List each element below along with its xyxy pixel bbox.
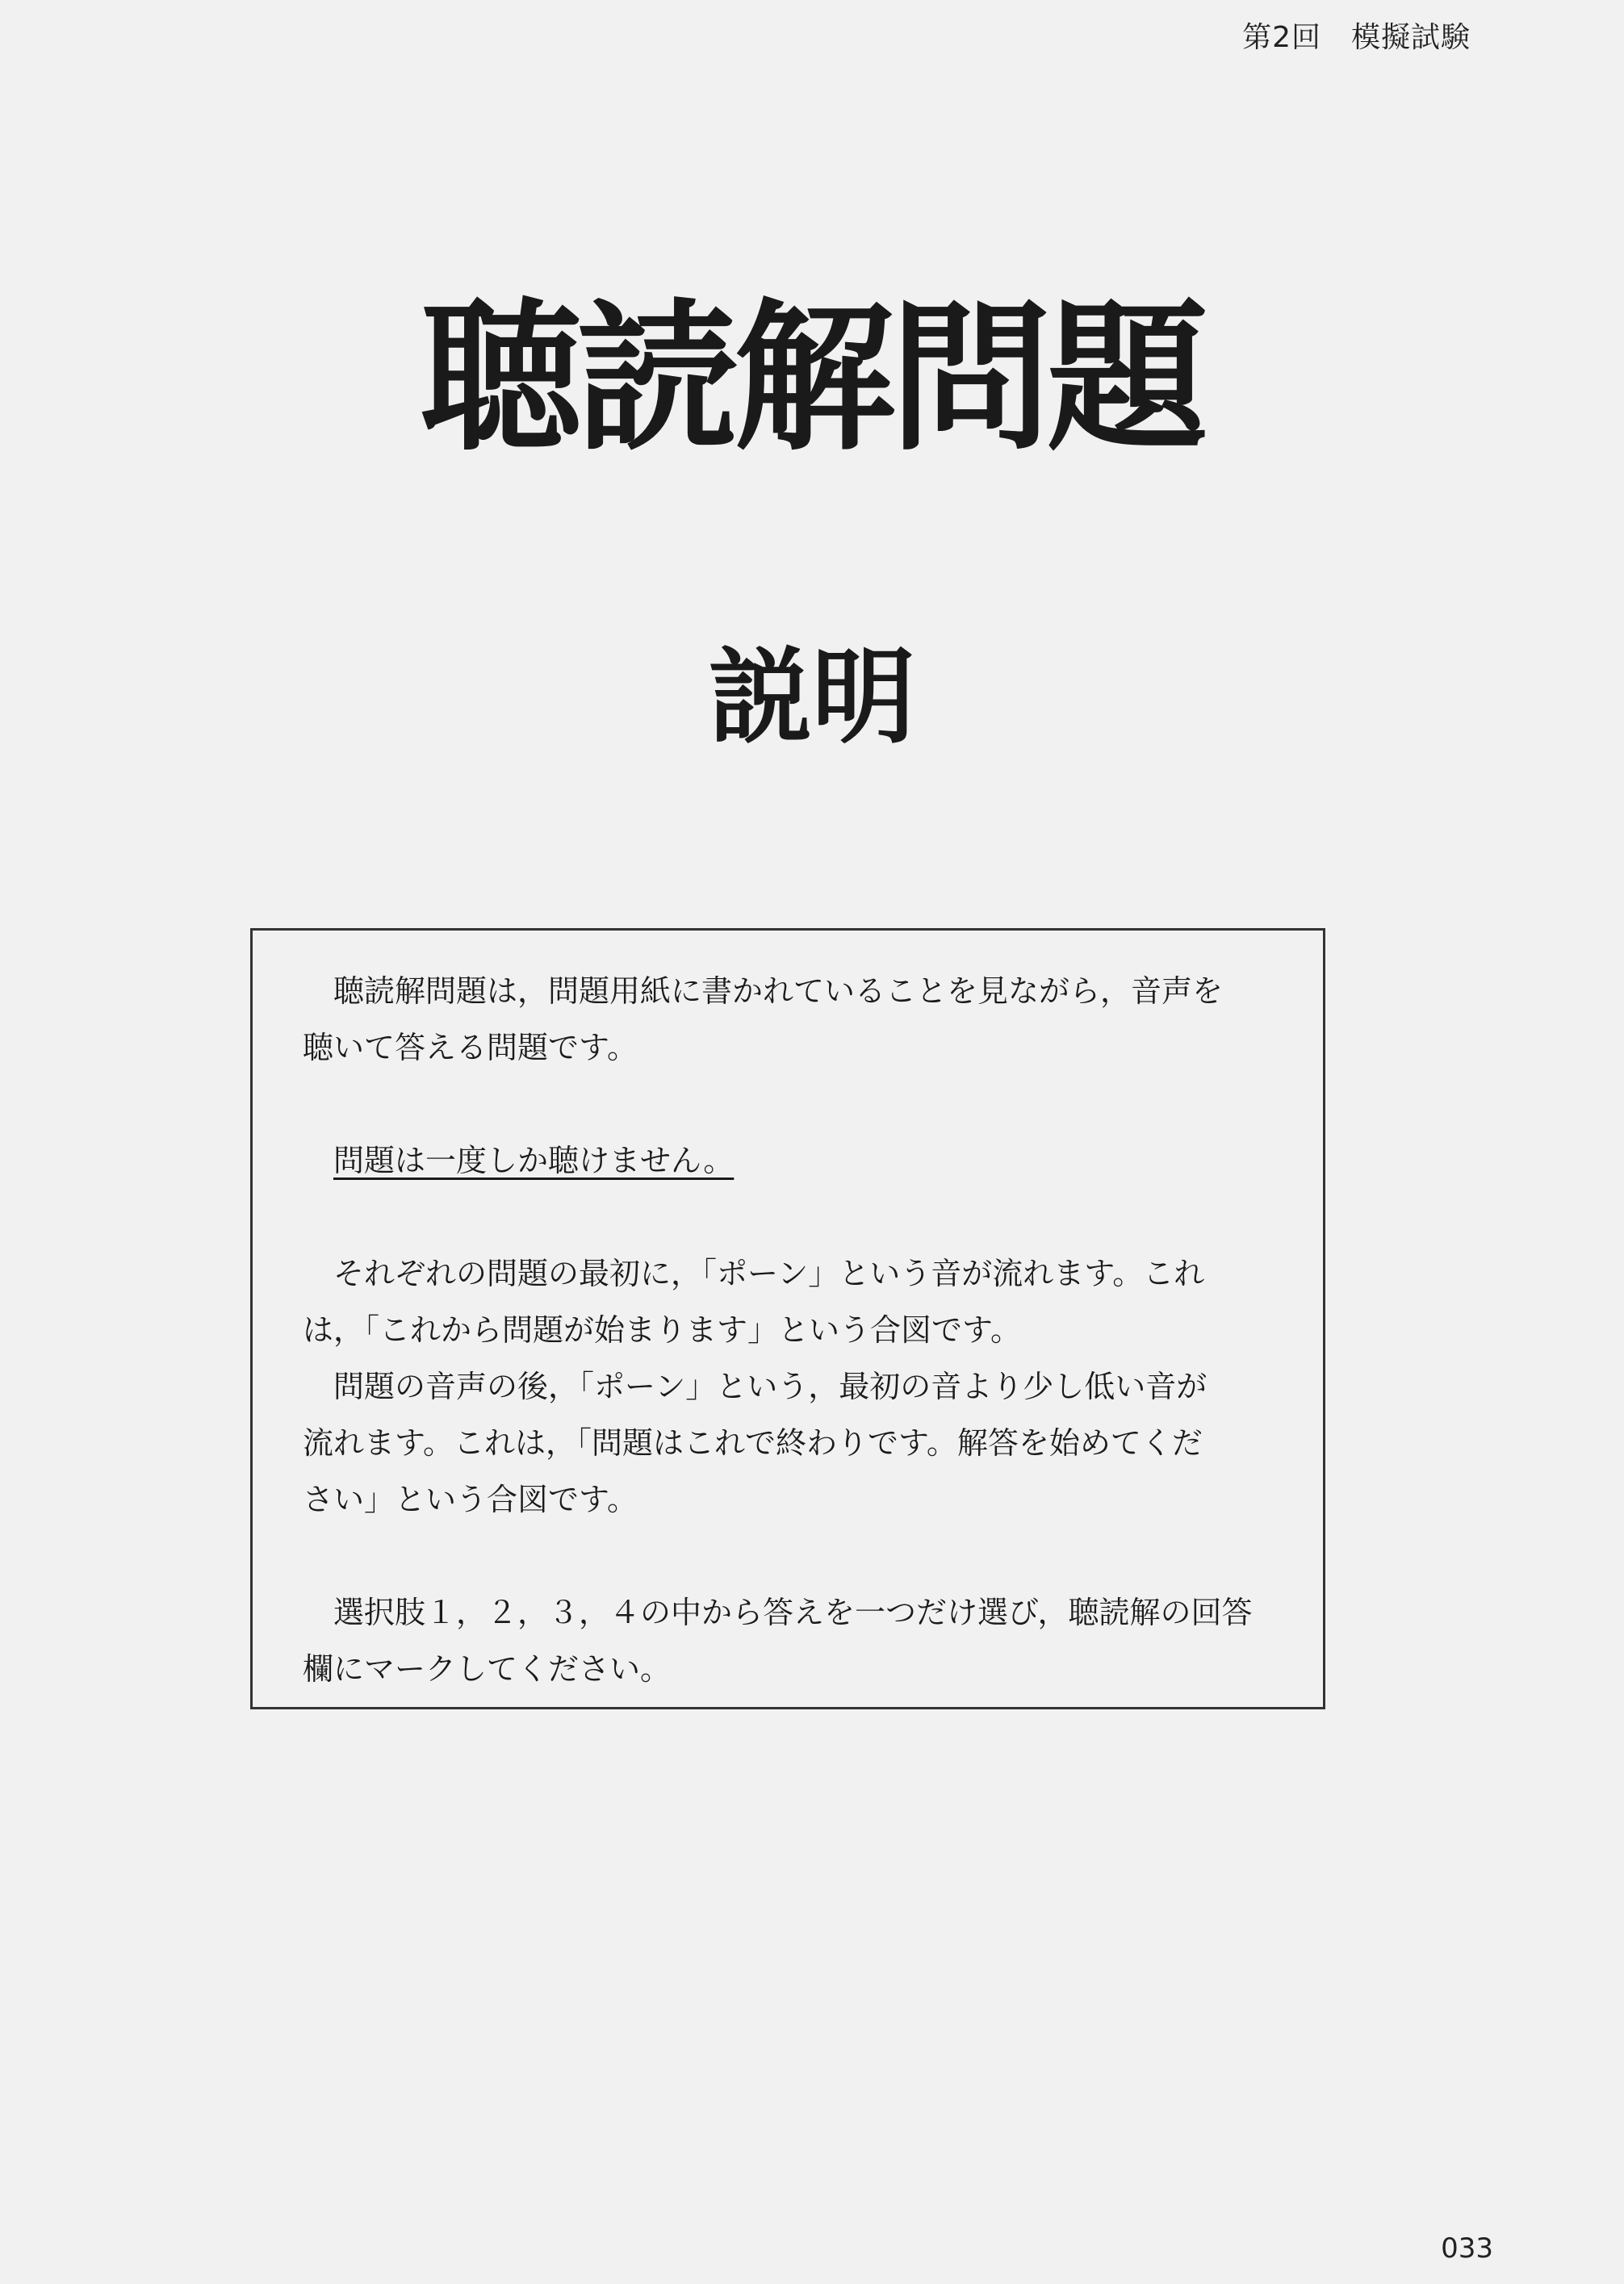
paragraph-spacer: [303, 1189, 1276, 1245]
instruction-paragraph-start-signal: それぞれの問題の最初に，「ポーン」という音が流れます。これ は，「これから問題が始まります」という合図です。: [303, 1256, 1205, 1348]
notice-emphasis: 問題は一度しか聴けません。: [333, 1143, 735, 1178]
section-header-label: 第2回 模擬試験: [1242, 21, 1471, 54]
instructions-box: [250, 928, 1325, 1709]
page-number: 033: [1441, 2232, 1493, 2265]
instruction-paragraph-end-signal: 問題の音声の後，「ポーン」という，最初の音より少し低い音が 流れます。これは，「問題はこれで終わりです。解答を始めてくだ さい」という合図です。: [303, 1369, 1208, 1517]
page-title: 聴読解問題: [420, 285, 1203, 473]
paragraph-spacer: [303, 1528, 1276, 1584]
instruction-paragraph-notice: [303, 1132, 1276, 1189]
instruction-paragraph-answer: 選択肢１，２，３，４の中から答えを一つだけ選び，聴読解の回答 欄にマークしてください。: [303, 1595, 1253, 1687]
instruction-paragraph-intro: 聴読解問題は，問題用紙に書かれていることを見ながら，音声を 聴いて答える問題です。: [303, 973, 1224, 1065]
section-subtitle: 説明: [708, 638, 915, 758]
paragraph-spacer: [303, 1076, 1276, 1132]
